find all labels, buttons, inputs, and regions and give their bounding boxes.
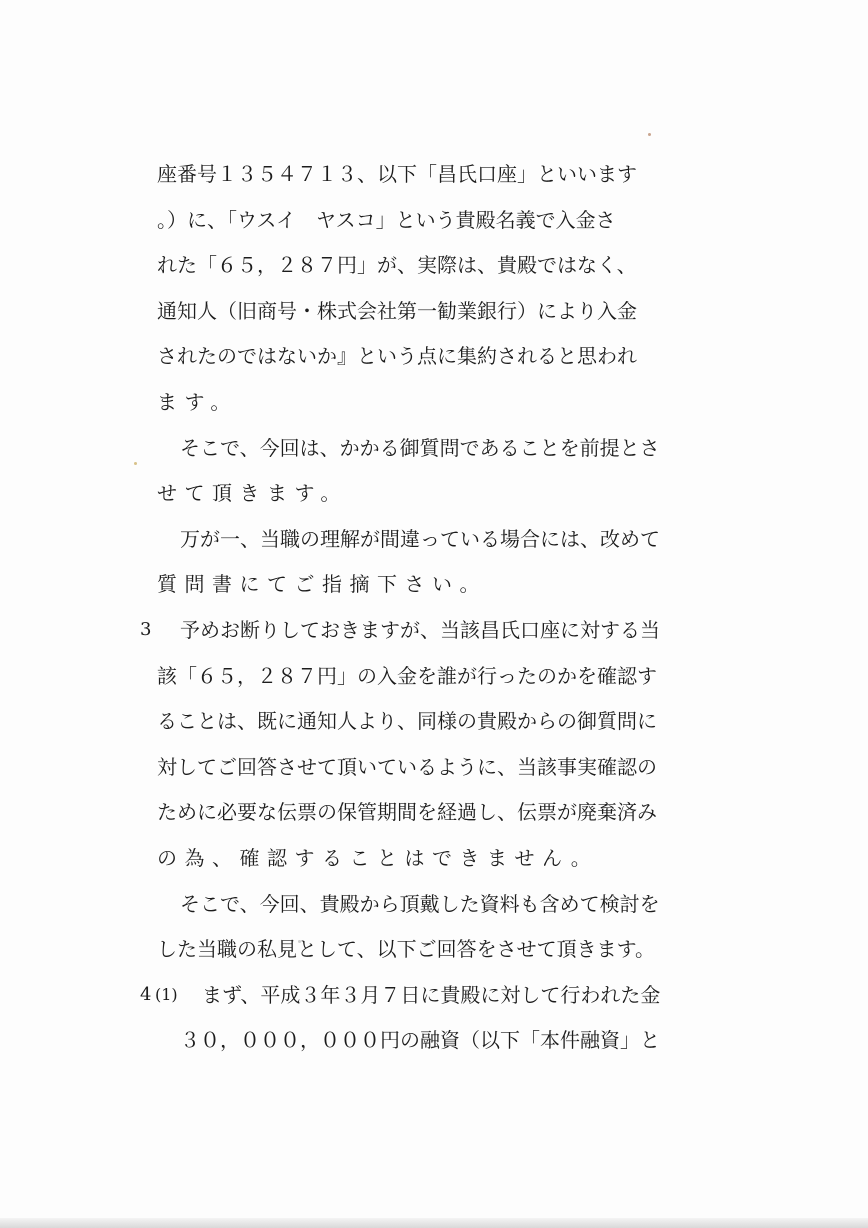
text-line-12: 該「６５，２８７円」の入金を誰が行ったのかを確認す [157,664,657,688]
text-line-5: されたのではないか』という点に集約されると思われ [157,344,637,368]
text-line-11: 予めお断りしておきますが、当該昌氏口座に対する当 [180,618,660,642]
text-line-15: ために必要な伝票の保管期間を経過し、伝票が廃棄済み [157,800,657,824]
text-line-10: 質問書にてご指摘下さい。 [157,572,487,596]
text-line-1: 座番号１３５４７１３、以下「昌氏口座」といいます [157,162,637,186]
text-line-19: まず、平成３年３月７日に貴殿に対して行われた金 [202,983,661,1007]
text-line-9: 万が一、当職の理解が間違っている場合には、改めて [180,527,660,551]
text-line-14: 対してご回答させて頂いているように、当該事実確認の [157,755,657,779]
text-line-4: 通知人（旧商号・株式会社第一勧業銀行）により入金 [157,299,637,323]
text-line-18: した当職の私見として、以下ご回答をさせて頂きます。 [157,937,655,961]
paper-speck [134,462,137,465]
text-line-7: そこで、今回は、かかる御質問であることを前提とさ [180,436,660,460]
text-line-13: ることは、既に通知人より、同様の貴殿からの御質問に [157,709,657,733]
text-line-3: れた「６５，２８７円」が、実際は、貴殿ではなく、 [157,253,637,277]
text-line-17: そこで、今回、貴殿から頂戴した資料も含めて検討を [180,892,660,916]
text-line-20: ３０，０００，０００円の融資（以下「本件融資」と [180,1028,660,1052]
page-bottom-edge [0,1218,868,1228]
item-number-1: (1) [155,985,178,1004]
text-line-16: の為、確認することはできません。 [157,846,599,870]
section-number-4: 4 [140,984,152,1005]
paper-speck [648,133,651,136]
text-line-8: せて頂きます。 [157,481,348,505]
text-line-2: 。）に、「ウスイ ヤスコ」という貴殿名義で入金さ [157,208,616,232]
section-number-3: 3 [140,619,152,640]
text-line-6: ます。 [157,390,238,414]
